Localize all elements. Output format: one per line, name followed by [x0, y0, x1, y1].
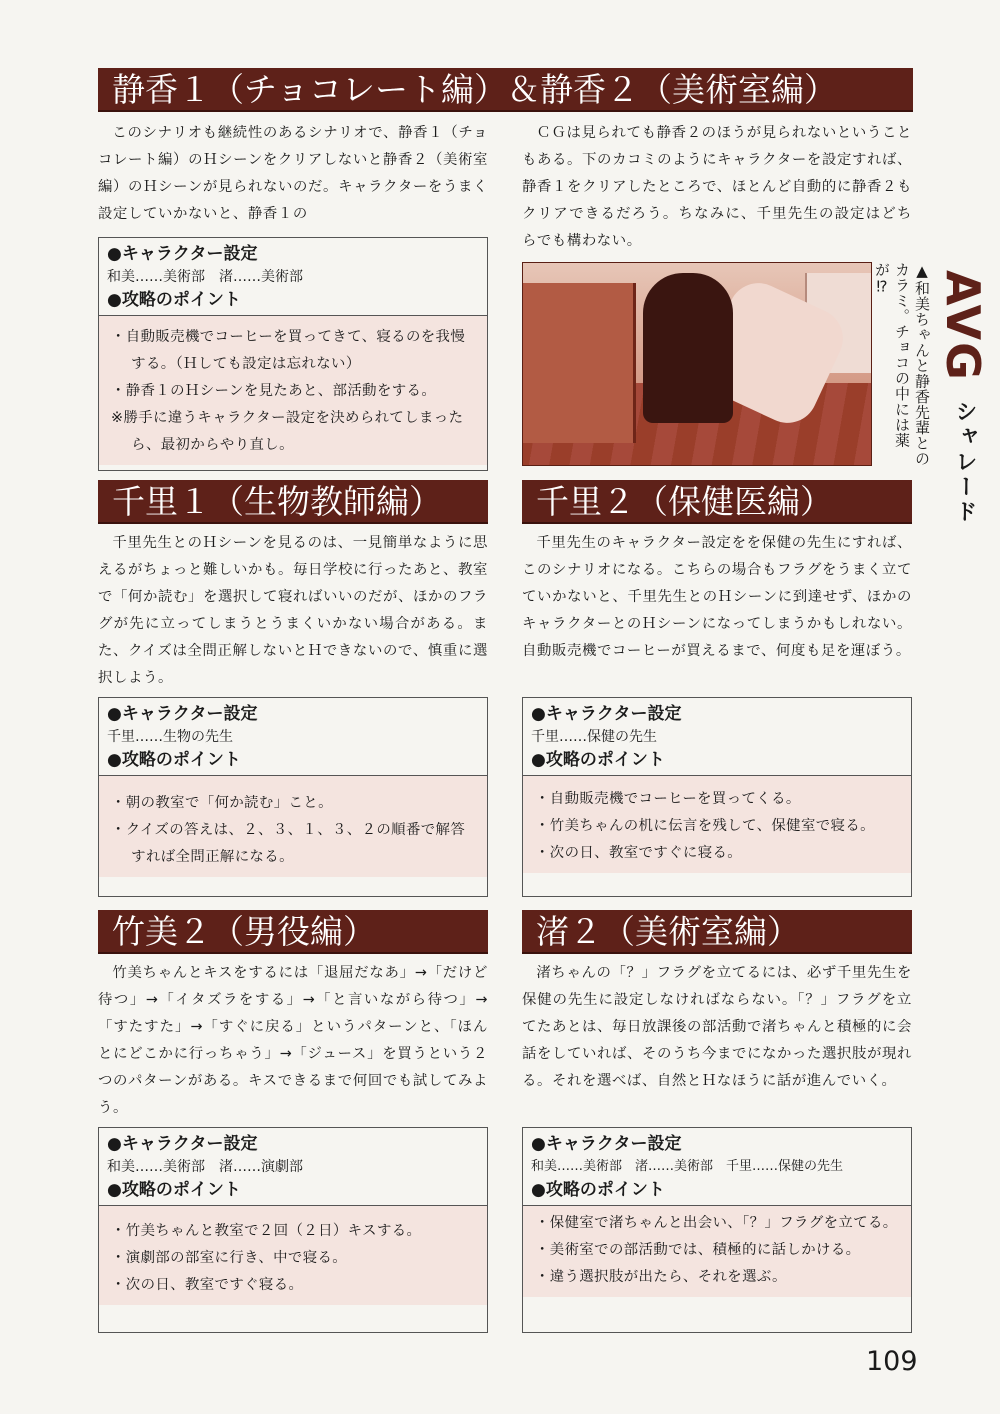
char-settings-heading: ●キャラクター設定: [107, 244, 258, 264]
point-item: ・保健室で渚ちゃんと出会い、「？」フラグを立てる。: [535, 1215, 898, 1231]
shizuka-char-block: [99, 238, 487, 316]
point-item: ・演劇部の部室に行き、中で寝る。: [111, 1250, 348, 1266]
chisato1-text: 千里先生とのＨシーンを見るのは、一見簡単なように思えるがちょっと難しいかも。毎日学校に行ったあと、教室で「何か読む」を選択して寝ればいいのだが、ほかのフラグが先に立ってしまうとうまくいかない場合がある。また、クイズは全問正解しないとＨできないので、慎重に選択しよう。: [98, 535, 488, 686]
shizuka-points: [99, 316, 487, 465]
section-title-chisato1: 千里１（生物教師編）: [98, 480, 488, 524]
side-label-avg: AVG: [936, 270, 990, 382]
illustration-caption: ▲和美ちゃんと静香先輩とのカラミ。チョコの中には薬が⁉: [873, 262, 931, 467]
nagisa2-char-block: [523, 1128, 911, 1206]
section-title-nagisa2: 渚２（美術室編）: [522, 910, 912, 954]
nagisa2-text: 渚ちゃんの「？」フラグを立てるには、必ず千里先生を保健の先生に設定しなければならない。「？」フラグを立てたあとは、毎日放課後の部活動で渚ちゃんと積極的に会話をしていれば、そのうち今までになかった選択肢が現れる。それを選べば、自然とＨなほうに話が進んでいく。: [522, 965, 912, 1089]
char-settings-heading: ●キャラクター設定: [531, 704, 682, 724]
takemi2-points: [99, 1206, 487, 1305]
section-title-chisato2: 千里２（保健医編）: [522, 480, 912, 524]
points-heading: ●攻略のポイント: [107, 1180, 241, 1200]
side-label-title: シャレード: [952, 400, 977, 525]
nagisa2-points: [523, 1206, 911, 1297]
nagisa2-info-box: [522, 1127, 912, 1333]
page-number: 109: [866, 1346, 918, 1377]
point-item: ・クイズの答えは、２、３、１、３、２の順番で解答すれば全問正解になる。: [111, 822, 466, 865]
section-title-shizuka: 静香１（チョコレート編）＆静香２（美術室編）: [98, 68, 913, 112]
chisato2-points: [523, 776, 911, 873]
point-item: ・違う選択肢が出たら、それを選ぶ。: [535, 1269, 787, 1285]
shizuka-info-box: [98, 237, 488, 471]
points-heading: ●攻略のポイント: [107, 290, 241, 310]
chisato1-points: [99, 776, 487, 877]
point-item: ・次の日、教室ですぐに寝る。: [535, 845, 743, 861]
point-item: ・竹美ちゃんと教室で２回（２日）キスする。: [111, 1223, 422, 1239]
shizuka-text-left: このシナリオも継続性のあるシナリオで、静香１（チョコレート編）のＨシーンをクリアしないと静香２（美術室編）のＨシーンが見られないのだ。キャラクターをうまく設定していかないと、静香１の: [98, 125, 488, 222]
chisato2-char-block: [523, 698, 911, 776]
points-heading: ●攻略のポイント: [531, 1180, 665, 1200]
char-settings: 和美……美術部 渚……美術部: [107, 269, 303, 285]
points-heading: ●攻略のポイント: [531, 750, 665, 770]
chisato1-char-block: [99, 698, 487, 776]
char-settings: 千里……生物の先生: [107, 729, 233, 745]
char-settings: 和美……美術部 渚……美術部 千里……保健の先生: [531, 1159, 844, 1174]
point-item: ・自動販売機でコーヒーを買ってくる。: [535, 791, 801, 807]
char-settings-heading: ●キャラクター設定: [531, 1134, 682, 1154]
char-settings: 千里……保健の先生: [531, 729, 657, 745]
takemi2-text: 竹美ちゃんとキスをするには「退屈だなあ」→「だけど待つ」→「イタズラをする」→「と言いながら待つ」→「すたすた」→「すぐに戻る」というパターンと、「ほんとにどこかに行っちゃう」→「ジュース」を買うという２つのパターンがある。キスできるまで何回でも試してみよう。: [98, 965, 488, 1116]
char-settings-heading: ●キャラクター設定: [107, 704, 258, 724]
takemi2-char-block: [99, 1128, 487, 1206]
point-item: ・静香１のＨシーンを見たあと、部活動をする。: [111, 383, 437, 399]
points-heading: ●攻略のポイント: [107, 750, 241, 770]
point-item: ・朝の教室で「何か読む」こと。: [111, 795, 333, 811]
point-item: ※勝手に違うキャラクター設定を決められてしまったら、最初からやり直し。: [111, 410, 464, 453]
chisato1-info-box: [98, 697, 488, 897]
chisato2-info-box: [522, 697, 912, 897]
char-settings: 和美……美術部 渚……演劇部: [107, 1159, 303, 1175]
shizuka-text-right: ＣＧは見られても静香２のほうが見られないということもある。下のカコミのようにキャラクターを設定すれば、静香１をクリアしたところで、ほとんど自動的に静香２もクリアできるだろう。ちなみに、千里先生の設定はどちらでも構わない。: [522, 125, 912, 249]
point-item: ・美術室での部活動では、積極的に話しかける。: [535, 1242, 861, 1258]
point-item: ・竹美ちゃんの机に伝言を残して、保健室で寝る。: [535, 818, 875, 834]
takemi2-info-box: [98, 1127, 488, 1333]
char-settings-heading: ●キャラクター設定: [107, 1134, 258, 1154]
section-title-takemi2: 竹美２（男役編）: [98, 910, 488, 954]
chisato2-text: 千里先生のキャラクター設定をを保健の先生にすれば、このシナリオになる。こちらの場合もフラグをうまく立てていかないと、千里先生とのＨシーンに到達せず、ほかのキャラクターとのＨシーンになってしまうかもしれない。自動販売機でコーヒーが買えるまで、何度も足を運ぼう。: [522, 535, 912, 659]
scene-illustration: [522, 262, 872, 466]
point-item: ・自動販売機でコーヒーを買ってきて、寝るのを我慢する。（Ｈしても設定は忘れない）: [111, 329, 466, 372]
point-item: ・次の日、教室ですぐ寝る。: [111, 1277, 304, 1293]
